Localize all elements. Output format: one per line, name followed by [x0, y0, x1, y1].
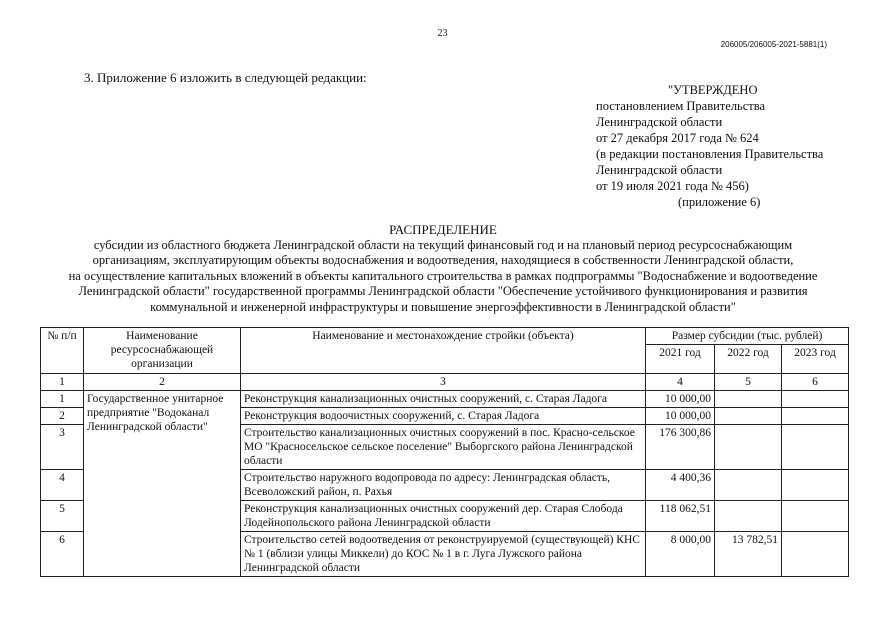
header-subsidy: Размер субсидии (тыс. рублей) [646, 328, 849, 345]
column-number: 5 [715, 374, 782, 391]
subsidy-2022 [715, 470, 782, 501]
header-year-2023: 2023 год [782, 345, 849, 374]
subsidy-2021: 10 000,00 [646, 408, 715, 425]
approval-line: Ленинградской области [596, 115, 723, 129]
object-name: Строительство канализационных очистных сооружений в пос. Красно-сельское МО "Красносельское сельское поселение" Выборгского района Ленинградской области [241, 425, 646, 470]
row-number: 4 [41, 470, 84, 501]
subtitle-line: коммунальной и инженерной инфраструктуры и повышение энергоэффективности в Ленинградской области" [150, 299, 736, 314]
column-number: 1 [41, 374, 84, 391]
subtitle-line: Ленинградской области" государственной программы Ленинградской области "Обеспечение устойчивого функционирования и развития [78, 284, 808, 298]
subsidy-2021: 4 400,36 [646, 470, 715, 501]
object-name: Строительство сетей водоотведения от реконструируемой (существующей) КНС № 1 (вблизи улицы Миккели) до КОС № 1 в г. Луга Лужского района Ленинградской области [241, 532, 646, 577]
subsidy-2022 [715, 425, 782, 470]
document-code: 206005/206005-2021-5881(1) [720, 40, 827, 49]
table-header-row [41, 328, 849, 345]
approval-word: "УТВЕРЖДЕНО [668, 83, 758, 97]
subsidy-2023 [782, 501, 849, 532]
approval-line: от 27 декабря 2017 года № 624 [596, 131, 759, 145]
subsidy-2023 [782, 408, 849, 425]
object-name: Реконструкция канализационных очистных сооружений, с. Старая Ладога [241, 391, 646, 408]
subsidy-2023 [782, 391, 849, 408]
header-organization: Наименование ресурсоснабжающей организации [84, 328, 241, 374]
object-name: Реконструкция водоочистных сооружений, с. Старая Ладога [241, 408, 646, 425]
column-number: 2 [84, 374, 241, 391]
subsidy-2021: 118 062,51 [646, 501, 715, 532]
column-number: 3 [241, 374, 646, 391]
approval-line: Ленинградской области [596, 163, 723, 177]
approval-line: постановлением Правительства [596, 99, 766, 113]
intro-paragraph: 3. Приложение 6 изложить в следующей редакции: [84, 70, 367, 85]
object-name: Реконструкция канализационных очистных сооружений дер. Старая Слобода Лодейнопольского района Ленинградской области [241, 501, 646, 532]
subsidy-2023 [782, 470, 849, 501]
page-number: 23 [437, 28, 448, 39]
header-num: № п/п [41, 328, 84, 374]
subsidy-2021: 10 000,00 [646, 391, 715, 408]
row-number: 6 [41, 532, 84, 577]
column-number: 4 [646, 374, 715, 391]
subtitle-line: субсидии из областного бюджета Ленинградской области на текущий финансовый год и на плановый период ресурсоснабжающим [93, 237, 793, 252]
subsidy-2022 [715, 408, 782, 425]
row-number: 3 [41, 425, 84, 470]
row-number: 5 [41, 501, 84, 532]
subsidy-2022: 13 782,51 [715, 532, 782, 577]
row-number: 1 [41, 391, 84, 408]
subsidy-2021: 176 300,86 [646, 425, 715, 470]
subtitle-line: на осуществление капитальных вложений в объекты капитального строительства в рамках подпрограммы "Водоснабжение и водоотведение [68, 268, 818, 283]
document-title-block [20, 222, 866, 315]
subsidy-table [40, 327, 849, 577]
subsidy-2023 [782, 425, 849, 470]
subsidy-2021: 8 000,00 [646, 532, 715, 577]
approval-line: (в редакции постановления Правительства [596, 147, 824, 161]
approval-line: от 19 июля 2021 года № 456) [596, 179, 749, 193]
column-number-row [41, 374, 849, 391]
subsidy-2023 [782, 532, 849, 577]
table-row [41, 391, 849, 408]
column-number: 6 [782, 374, 849, 391]
header-year-2021: 2021 год [646, 345, 715, 374]
document-heading: РАСПРЕДЕЛЕНИЕ [389, 222, 497, 237]
subtitle-line: организациям, эксплуатирующим объекты водоснабжения и водоотведения, находящиеся в собственности Ленинградской области, [92, 253, 794, 267]
approval-block [596, 82, 856, 210]
header-object: Наименование и местонахождение стройки (объекта) [241, 328, 646, 374]
appendix-label: (приложение 6) [678, 195, 761, 209]
organization-name: Государственное унитарное предприятие "Водоканал Ленинградской области" [84, 391, 241, 577]
header-year-2022: 2022 год [715, 345, 782, 374]
object-name: Строительство наружного водопровода по адресу: Ленинградская область, Всеволожский район, п. Рахья [241, 470, 646, 501]
subsidy-2022 [715, 391, 782, 408]
subsidy-2022 [715, 501, 782, 532]
row-number: 2 [41, 408, 84, 425]
